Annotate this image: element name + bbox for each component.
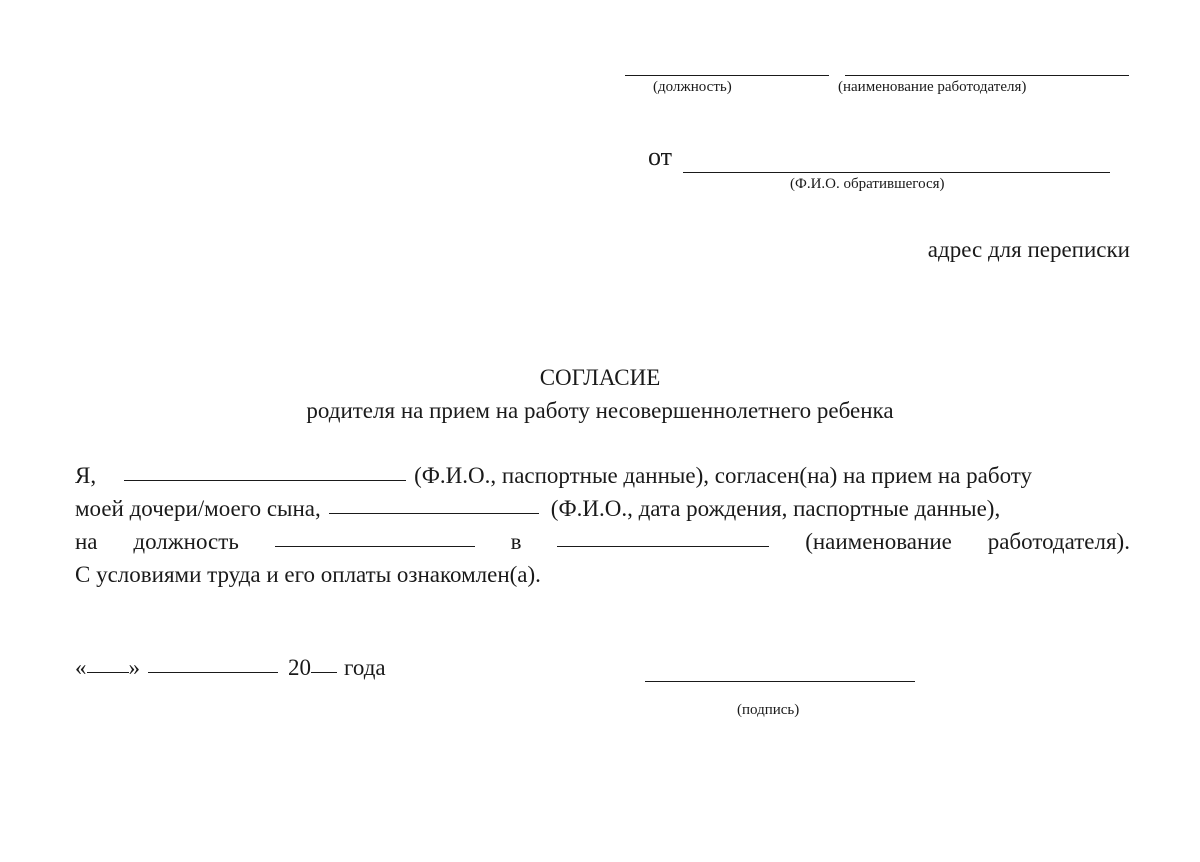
date-row xyxy=(75,655,386,681)
signature-blank-line xyxy=(645,681,915,682)
address-label: адрес для переписки xyxy=(927,237,1130,262)
document-title: СОГЛАСИЕ xyxy=(539,365,661,390)
from-label: от xyxy=(648,142,673,171)
body-line-1 xyxy=(75,463,1130,489)
close-quote: » xyxy=(128,655,140,680)
child-fio-blank-line xyxy=(329,512,539,514)
document-subtitle: родителя на прием на работу несовершеннолетнего ребенка xyxy=(306,398,894,423)
employer-blank-line-inline xyxy=(557,545,769,547)
body-text: (наименование xyxy=(805,529,952,554)
position-caption: (должность) xyxy=(653,79,732,95)
month-blank-line xyxy=(148,671,278,673)
body-line-2 xyxy=(75,496,1130,522)
body-text: в xyxy=(510,529,522,554)
body-text: С условиями труда и его оплаты ознакомлен(а). xyxy=(75,562,541,587)
body-text: (Ф.И.О., дата рождения, паспортные данные), xyxy=(550,496,1001,521)
year-prefix: 20 xyxy=(288,655,311,680)
body-text: должность xyxy=(133,529,239,554)
employer-blank-line xyxy=(845,75,1129,76)
applicant-fio-caption: (Ф.И.О. обратившегося) xyxy=(790,176,945,192)
body-text: работодателя). xyxy=(987,529,1130,554)
day-blank-line xyxy=(87,671,129,673)
body-text: (Ф.И.О., паспортные данные), согласен(на) на прием на работу xyxy=(414,463,1033,488)
year-blank-line xyxy=(311,671,337,673)
body-line-4 xyxy=(75,562,1130,588)
employer-caption: (наименование работодателя) xyxy=(838,79,1027,95)
open-quote: « xyxy=(75,655,87,680)
applicant-fio-blank-line xyxy=(683,172,1110,173)
position-blank-line xyxy=(625,75,829,76)
body-line-3 xyxy=(75,529,1130,555)
parent-fio-blank-line xyxy=(124,479,406,481)
signature-caption: (подпись) xyxy=(737,702,800,718)
body-text: моей дочери/моего сына, xyxy=(75,496,321,521)
year-word: года xyxy=(344,655,386,680)
body-text: на xyxy=(75,529,98,554)
body-text: Я, xyxy=(75,463,97,488)
job-position-blank-line xyxy=(275,545,475,547)
